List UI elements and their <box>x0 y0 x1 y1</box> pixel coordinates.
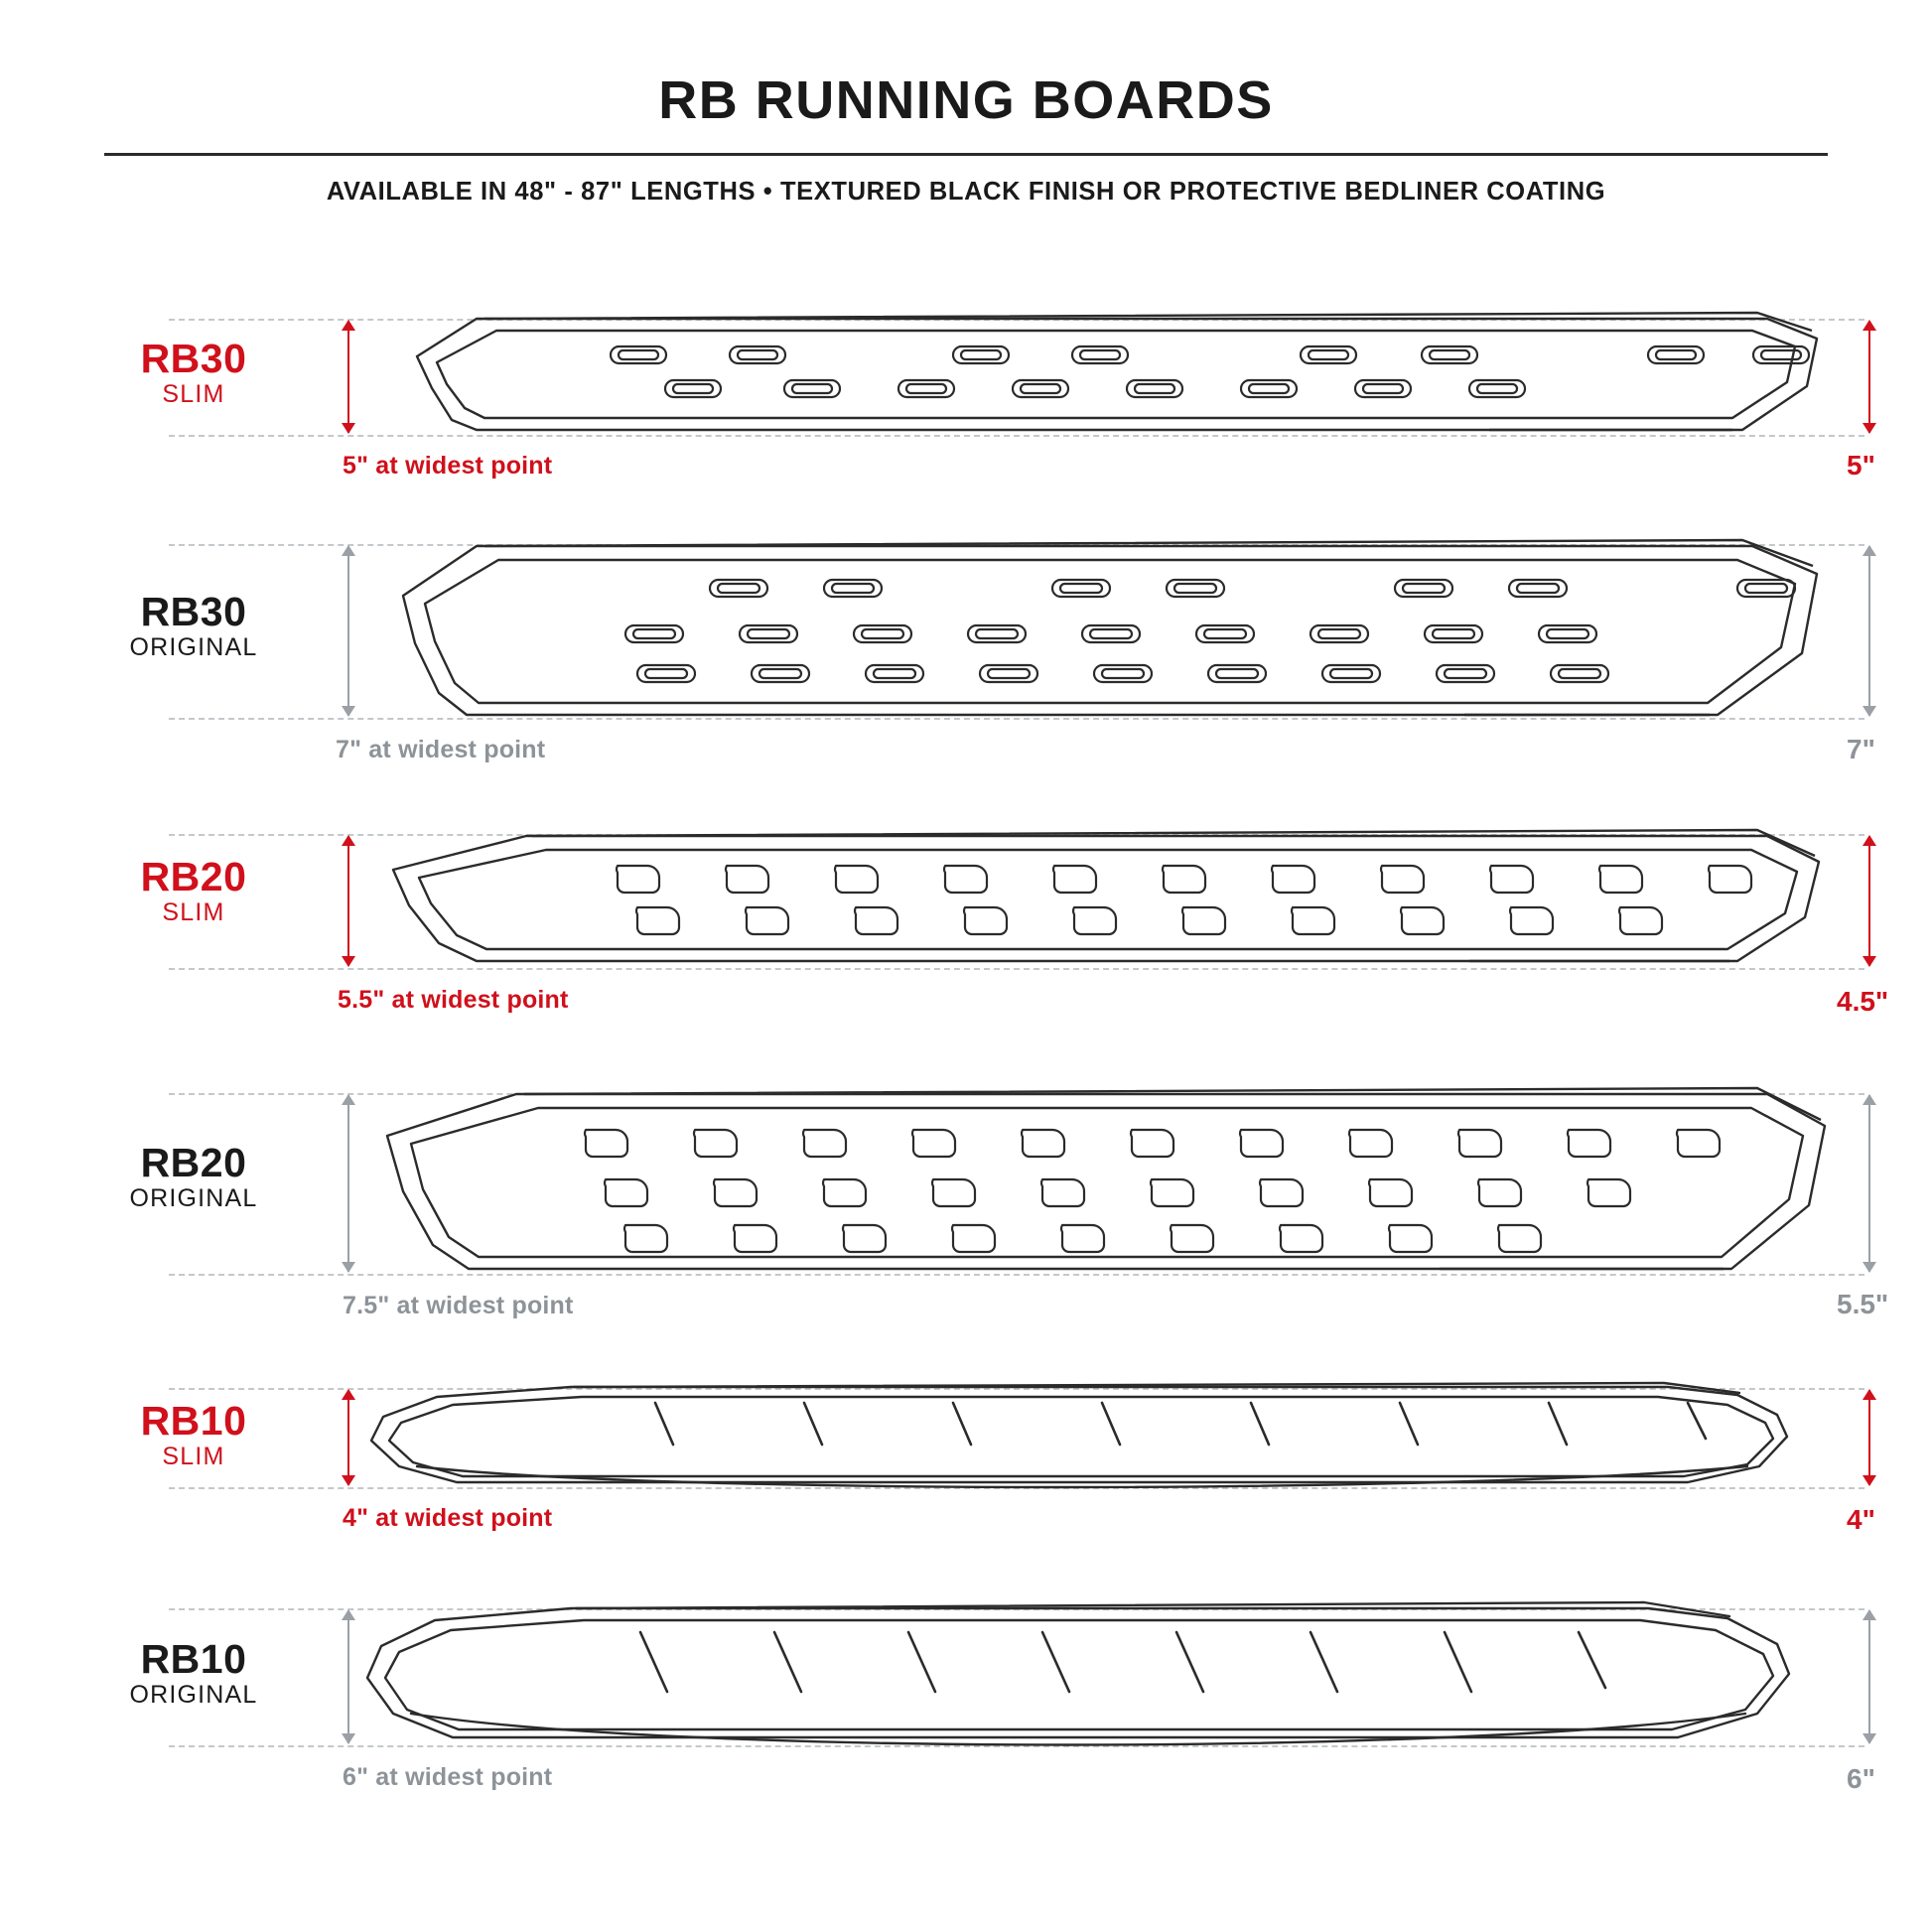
right-dimension-value: 6" <box>1847 1763 1875 1794</box>
board-illustration-rb10-original <box>357 1596 1866 1760</box>
left-dimension-caption: 4" at widest point <box>343 1504 553 1532</box>
board-illustration-rb20-slim <box>357 822 1866 981</box>
left-dimension-caption: 5.5" at widest point <box>338 986 569 1014</box>
right-dimension-value: 4.5" <box>1837 986 1889 1017</box>
right-dimension-arrow <box>1868 546 1870 716</box>
model-variant: ORIGINAL <box>129 1680 258 1709</box>
model-name: RB10 <box>140 1398 247 1444</box>
model-variant: SLIM <box>162 379 225 408</box>
left-dimension-caption: 7.5" at widest point <box>343 1292 574 1319</box>
board-row-rb10-slim <box>60 1333 1875 1557</box>
left-dimension-caption: 5" at widest point <box>343 452 553 480</box>
page-title: RB RUNNING BOARDS <box>658 70 1274 130</box>
label-rb30-original <box>99 589 288 662</box>
model-variant: SLIM <box>162 897 225 926</box>
header-divider <box>104 153 1828 156</box>
right-dimension-value: 5" <box>1847 450 1875 481</box>
left-dimension-arrow <box>347 1390 349 1485</box>
model-name: RB30 <box>140 589 247 634</box>
right-dimension-arrow <box>1868 321 1870 433</box>
right-dimension-arrow <box>1868 1390 1870 1485</box>
model-variant: ORIGINAL <box>129 632 258 661</box>
left-dimension-arrow <box>347 1095 349 1272</box>
label-rb20-original <box>99 1140 288 1213</box>
header <box>60 0 1872 207</box>
label-rb10-slim <box>99 1398 288 1471</box>
board-row-rb30-slim <box>60 261 1875 489</box>
label-rb10-original <box>99 1636 288 1710</box>
model-variant: SLIM <box>162 1442 225 1470</box>
right-dimension-value: 7" <box>1847 734 1875 764</box>
board-row-rb20-original <box>60 1035 1889 1333</box>
right-dimension-arrow <box>1868 1610 1870 1743</box>
right-dimension-value: 4" <box>1847 1504 1875 1535</box>
right-dimension-arrow <box>1868 836 1870 966</box>
label-rb20-slim <box>99 854 288 927</box>
right-dimension-arrow <box>1868 1095 1870 1272</box>
model-name: RB20 <box>140 854 247 899</box>
board-row-rb20-slim <box>60 772 1889 1035</box>
board-row-rb30-original <box>60 489 1875 772</box>
board-illustration-rb20-original <box>357 1080 1866 1289</box>
board-illustration-rb30-original <box>357 534 1866 733</box>
header-subtitle: AVAILABLE IN 48" - 87" LENGTHS • TEXTURED BLACK FINISH OR PROTECTIVE BEDLINER COATING <box>326 178 1606 206</box>
board-illustration-rb10-slim <box>357 1375 1866 1499</box>
board-row-rb10-original <box>60 1557 1875 1805</box>
left-dimension-caption: 6" at widest point <box>343 1763 553 1791</box>
model-variant: ORIGINAL <box>129 1183 258 1212</box>
left-dimension-caption: 7" at widest point <box>336 736 546 763</box>
model-name: RB30 <box>140 336 247 381</box>
label-rb30-slim <box>99 336 288 409</box>
model-name: RB10 <box>140 1636 247 1682</box>
board-illustration-rb30-slim <box>357 309 1866 448</box>
right-dimension-value: 5.5" <box>1837 1289 1889 1319</box>
left-dimension-arrow <box>347 321 349 433</box>
model-name: RB20 <box>140 1140 247 1185</box>
board-rows <box>60 261 1889 1805</box>
left-dimension-arrow <box>347 546 349 716</box>
left-dimension-arrow <box>347 1610 349 1743</box>
left-dimension-arrow <box>347 836 349 966</box>
